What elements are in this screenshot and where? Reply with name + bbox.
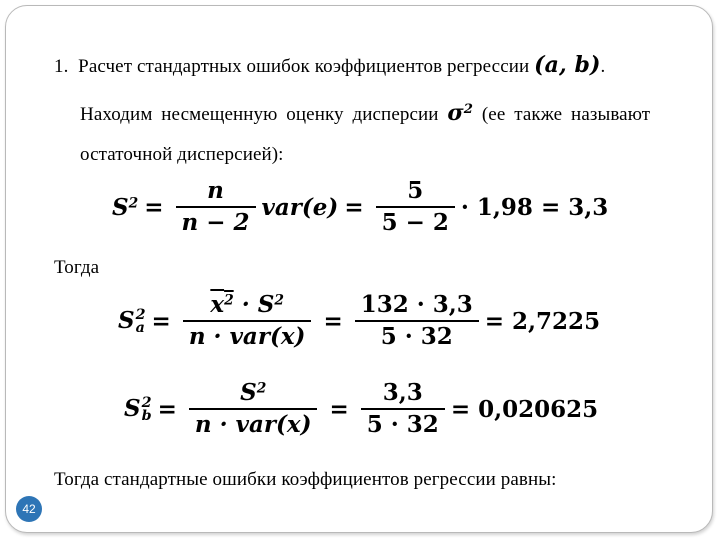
- heading-line: [54, 52, 605, 78]
- heading-number: 1.: [54, 56, 69, 77]
- para-line1-text: Находим несмещенную оценку дисперсии: [80, 104, 439, 125]
- paragraph-line-1: Находим несмещенную оценку дисперсии $\sigma^2$ (ее также называют: [80, 100, 651, 126]
- eq3-lhs: S: [124, 395, 141, 423]
- eq1-frac1-num: n: [207, 177, 224, 204]
- para-line1-tail: (ее также называют: [481, 104, 651, 125]
- eq2-frac1-num-b: · S: [241, 291, 275, 318]
- eq1-mid: var(e): [261, 193, 339, 221]
- eq1-fraction-1: [176, 178, 256, 237]
- eq1-frac1-den: n − 2: [181, 209, 250, 237]
- eq3-fraction-2: [361, 380, 445, 439]
- heading-text: Расчет стандартных ошибок коэффициентов регрессии: [78, 56, 530, 77]
- eq2-sub: a: [135, 320, 145, 337]
- eq1-lhs: S: [112, 193, 129, 221]
- eq3-frac2-num: 3,3: [382, 379, 423, 406]
- slide-frame: [5, 5, 713, 533]
- eq2-fraction-1: $\frac{x^2 \cdot S^2}{\text{n · var(x)}}$: [183, 292, 312, 351]
- eq3-frac2-den: 5 · 32: [366, 411, 439, 439]
- eq2-frac1-den: n · var(x): [188, 323, 306, 351]
- eq1-frac2-den: 5 − 2: [381, 209, 449, 237]
- paragraph-line-2: остаточной дисперсией):: [80, 144, 284, 165]
- eq2-lhs: S: [118, 307, 135, 335]
- eq1-frac2-num: 5: [407, 177, 424, 204]
- sigma-symbol: σ: [447, 100, 464, 126]
- eq3-frac1-den: n · var(x): [194, 411, 312, 439]
- eq2-fraction-2: [355, 292, 479, 351]
- equation-sb: S 2 b = $\frac{S^2}{\text{n · var(x)}}$ = $\frac{3,3}{5 \cdot 32}$ = 0,020625: [124, 379, 599, 439]
- equation-variance: $S^2$ = $\frac{n}{n - 2}$ var(e) = $\frac{5}{5 - 2}$ · 1,98 = 3,3: [112, 177, 609, 237]
- eq2-frac2-num: 132 · 3,3: [360, 291, 473, 318]
- closing-line: Тогда стандартные ошибки коэффициентов регрессии равны:: [54, 469, 557, 490]
- eq2-frac1-num-a: x: [210, 291, 225, 318]
- eq3-result: = 0,020625: [450, 395, 599, 423]
- eq3-fraction-1: $\frac{S^2}{\text{n · var(x)}}$: [189, 380, 318, 439]
- eq1-tail: · 1,98 = 3,3: [460, 193, 609, 221]
- heading-end: .: [600, 56, 606, 77]
- eq1-fraction-2: [376, 178, 455, 237]
- equation-sa: S 2 a = $\frac{x^2 \cdot S^2}{\text{n · var(x)}}$ = $\frac{132 \cdot 3,3}{5 \cdot 32}$ = 2,7225: [118, 291, 601, 351]
- eq3-frac1-num: S: [240, 379, 257, 406]
- eq2-frac2-den: 5 · 32: [380, 323, 453, 351]
- page-number-badge: 42: [16, 496, 42, 522]
- eq2-result: = 2,7225: [484, 307, 601, 335]
- eq3-sub: b: [141, 408, 152, 425]
- togda-label: Тогда: [54, 257, 100, 278]
- heading-math: (a, b): [534, 52, 601, 78]
